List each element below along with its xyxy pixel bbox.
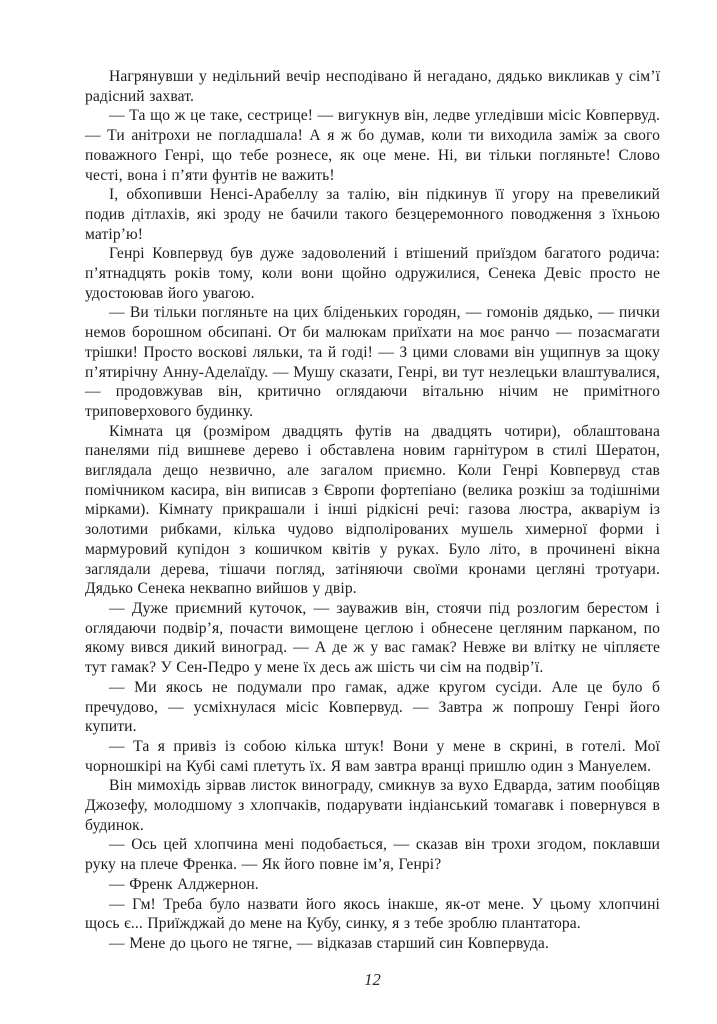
paragraph: — Та що ж це таке, сестрице! — вигукнув він, ледве угледівши місіс Ковпервуд. — Ти анітрохи не погладшала! А я ж бо думав, коли ти виходила заміж за свого поважного Генрі, що тебе рознесе, як оце мене. Ні, ви тільки погляньте! Слово честі, вона і п’яти фунтів не важить! — [85, 107, 660, 184]
paragraph: Генрі Ковпервуд був дуже задоволений і втішений приїздом багатого родича: п’ятнадцять років тому, коли вони щойно одружилися, Сенека Девіс просто не удостоював його увагою. — [85, 245, 660, 302]
paragraph: — Френк Алджернон. — [109, 875, 259, 893]
page-number: 12 — [364, 969, 381, 989]
paragraph: — Гм! Треба було назвати його якось інакше, як-от мене. У цьому хлопчині щось є... Приїжджай до мене на Кубу, синку, я з тебе зроблю плантатора. — [85, 895, 660, 933]
paragraph: — Ми якось не подумали про гамак, адже кругом сусіди. Але це було б пречудово, — усміхнулася місіс Ковпервуд. — Завтра ж попрошу Генрі його купити. — [85, 678, 660, 736]
paragraph: — Мене до цього не тягне, — відказав старший син Ковпервуда. — [109, 934, 549, 952]
paragraph: І, обхопивши Ненсі-Арабеллу за талію, він підкинув її угору на превеликий подив дітлахів, які зроду не бачили такого безцеремонного поводження з їхньою матір’ю! — [85, 186, 660, 243]
page-footer — [85, 970, 660, 990]
paragraph: Кімната ця (розміром двадцять футів на двадцять чотири), облаштована панелями під вишневе дерево і обставлена новим гарнітуром в стилі Шератон, виглядала дещо незвично, але загалом приємно. Коли Генрі Ковпервуд став помічником касира, він виписав з Європи фортепіано (велика розкіш за тодішніми мірками). Кімнату прикрашали і інші рідкісні речі: газова люстра, акваріум із золотими рибками, кілька чудово відполірованих мушель химерної форми і мармуровий купідон з кошичком квітів у руках. Було літо, в прочинені вікна заглядали дерева, тішачи погляд, затіняючи своїми кронами цегляні тротуари. Дядько Сенека неквапно вийшов у двір. — [85, 422, 660, 598]
paragraph: — Ви тільки погляньте на цих бліденьких городян, — гомонів дядько, — пички немов борошном обсипані. От би малюкам приїхати на моє ранчо — позасмагати трішки! Просто воскові ляльки, та й годі! — З цими словами він ущипнув за щоку п’ятирічну Анну-Аделаїду. — Мушу сказати, Генрі, ви тут незлецьки влаштувалися, — продовжував він, критично оглядаючи вітальню нічим не примітного триповерхового будинку. — [85, 304, 660, 420]
text-block — [85, 67, 660, 954]
paragraph: Він мимохідь зірвав листок винограду, смикнув за вухо Едварда, затим пообіцяв Джозефу, молодшому з хлопчаків, подарувати індіанський томагавк і повернувся в будинок. — [85, 777, 660, 834]
paragraph: — Ось цей хлопчина мені подобається, — сказав він трохи згодом, поклавши руку на плече Френка. — Як його повне ім’я, Генрі? — [85, 836, 660, 874]
paragraph: — Дуже приємний куточок, — зауважив він, стоячи під розлогим берестом і оглядаючи подвір’я, почасти вимощене цеглою і обнесене цегляним парканом, по якому вився дикий виноград. — А де ж у вас гамак? Невже ви влітку не чіпляєте тут гамак? У Сен-Педро у мене їх десь аж шість чи сім на подвір’ї. — [85, 599, 660, 677]
paragraph: Нагрянувши у недільний вечір несподівано й негадано, дядько викликав у сім’ї радісний захват. — [85, 68, 660, 105]
paragraph: — Та я привіз із собою кілька штук! Вони у мене в скрині, в готелі. Мої чорношкірі на Кубі самі плетуть їх. Я вам завтра вранці пришлю один з Мануелем. — [85, 737, 660, 775]
